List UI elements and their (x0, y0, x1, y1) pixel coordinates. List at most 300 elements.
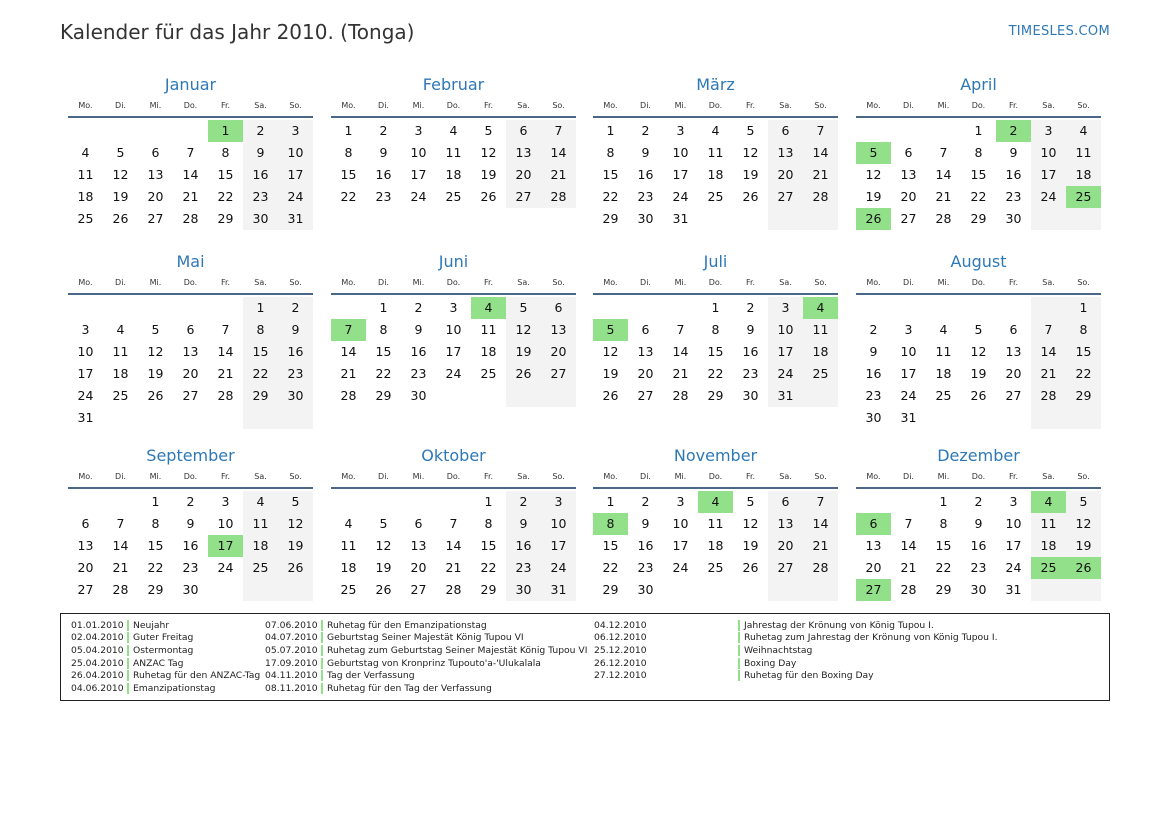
empty-day-cell (698, 208, 733, 230)
holiday-marker (127, 670, 129, 681)
day-cell: 8 (379, 322, 388, 337)
day-cell: 13 (637, 344, 654, 359)
day-cell: 15 (602, 538, 619, 553)
day-cell: 17 (900, 366, 917, 381)
month-name: Dezember (937, 446, 1020, 465)
day-cell: 7 (449, 516, 458, 531)
day-cell: 26 (602, 388, 619, 403)
weekday-label: Di. (903, 101, 914, 110)
empty-day-cell (243, 407, 278, 429)
day-cell: 11 (707, 145, 724, 160)
day-cell: 20 (900, 189, 917, 204)
day-cell: 11 (112, 344, 129, 359)
day-grid (331, 297, 576, 407)
day-cell: 4 (449, 123, 458, 138)
month-name: August (950, 252, 1007, 271)
day-cell: 8 (1066, 319, 1101, 341)
day-cell: 14 (803, 513, 838, 535)
holiday-marker (738, 632, 740, 643)
month-8 (856, 251, 1101, 429)
day-cell: 12 (970, 344, 987, 359)
day-cell: 15 (243, 341, 278, 363)
day-cell: 28 (112, 582, 129, 597)
empty-day-cell (733, 579, 768, 601)
day-cell: 5 (151, 322, 160, 337)
day-cell: 1 (379, 300, 388, 315)
empty-day-cell (401, 491, 436, 513)
day-cell: 12 (278, 513, 313, 535)
day-cell: 2 (506, 491, 541, 513)
day-cell: 24 (1031, 186, 1066, 208)
empty-day-cell (891, 120, 926, 142)
empty-day-cell (278, 407, 313, 429)
holiday-marker (127, 620, 129, 631)
day-cell: 25 (803, 363, 838, 385)
day-cell: 24 (672, 560, 689, 575)
day-cell: 11 (480, 322, 497, 337)
day-cell: 10 (217, 516, 234, 531)
holiday-day-cell: 4 (698, 491, 733, 513)
day-cell: 21 (900, 560, 917, 575)
day-cell: 25 (445, 189, 462, 204)
weekday-label: Di. (903, 278, 914, 287)
day-cell: 3 (676, 123, 685, 138)
weekday-label: Di. (640, 472, 651, 481)
day-cell: 29 (602, 582, 619, 597)
empty-day-cell (138, 407, 173, 429)
day-grid (68, 120, 313, 230)
day-cell: 1 (606, 494, 615, 509)
day-cell: 23 (375, 189, 392, 204)
holiday-marker (321, 632, 323, 643)
holiday-row (265, 619, 587, 632)
day-cell: 8 (484, 516, 493, 531)
weekday-label: Do. (708, 472, 723, 481)
weekday-label: Mi. (674, 101, 687, 110)
day-cell: 3 (81, 322, 90, 337)
day-cell: 3 (449, 300, 458, 315)
empty-day-cell (996, 407, 1031, 429)
holiday-marker (127, 683, 129, 694)
day-cell: 4 (116, 322, 125, 337)
holiday-marker (321, 658, 323, 669)
day-cell: 19 (602, 366, 619, 381)
weekday-label: Sa. (779, 278, 792, 287)
day-cell: 29 (243, 385, 278, 407)
day-cell: 5 (278, 491, 313, 513)
day-cell: 16 (742, 344, 759, 359)
day-cell: 8 (151, 516, 160, 531)
day-cell: 28 (182, 211, 199, 226)
day-cell: 12 (1066, 513, 1101, 535)
weekday-label: So. (552, 278, 565, 287)
empty-day-cell (68, 120, 103, 142)
day-cell: 23 (742, 366, 759, 381)
day-cell: 3 (278, 120, 313, 142)
weekday-label: Do. (183, 101, 198, 110)
day-cell: 15 (147, 538, 164, 553)
day-cell: 18 (707, 167, 724, 182)
weekday-label: Di. (640, 101, 651, 110)
day-cell: 28 (900, 582, 917, 597)
weekday-label: Mo. (78, 278, 93, 287)
day-cell: 1 (243, 297, 278, 319)
day-cell: 23 (970, 560, 987, 575)
day-cell: 27 (410, 582, 427, 597)
weekday-label: Fr. (1008, 472, 1019, 481)
day-cell: 17 (410, 167, 427, 182)
empty-day-cell (926, 407, 961, 429)
weekday-label: So. (814, 472, 827, 481)
day-cell: 16 (970, 538, 987, 553)
weekday-label: Di. (378, 101, 389, 110)
holiday-marker (738, 620, 740, 631)
day-cell: 27 (637, 388, 654, 403)
day-cell: 26 (375, 582, 392, 597)
holiday-date: 05.07.2010 (265, 644, 318, 656)
day-cell: 20 (768, 164, 803, 186)
day-cell: 7 (116, 516, 125, 531)
day-cell: 25 (480, 366, 497, 381)
month-10 (331, 445, 576, 601)
day-cell: 2 (869, 322, 878, 337)
weekday-label: Sa. (1042, 101, 1055, 110)
day-cell: 7 (803, 120, 838, 142)
weekday-label: Do. (446, 278, 461, 287)
day-cell: 14 (672, 344, 689, 359)
day-cell: 5 (484, 123, 493, 138)
day-cell: 11 (243, 513, 278, 535)
holiday-day-cell: 26 (1066, 557, 1101, 579)
weekday-label: Mi. (674, 278, 687, 287)
weekday-label: Mi. (937, 101, 950, 110)
day-cell: 9 (379, 145, 388, 160)
holiday-marker (321, 683, 323, 694)
day-cell: 16 (637, 538, 654, 553)
weekday-label: Fr. (483, 472, 494, 481)
holiday-name: ANZAC Tag (133, 657, 184, 669)
month-2 (331, 74, 576, 208)
holiday-column (265, 619, 587, 695)
day-cell: 10 (768, 319, 803, 341)
day-cell: 9 (1009, 145, 1018, 160)
weekday-label: Fr. (220, 472, 231, 481)
day-cell: 6 (904, 145, 913, 160)
holiday-row (594, 632, 998, 645)
day-cell: 26 (506, 363, 541, 385)
holiday-day-cell: 4 (1031, 491, 1066, 513)
holiday-date: 04.11.2010 (265, 670, 318, 682)
day-cell: 16 (865, 366, 882, 381)
day-cell: 18 (243, 535, 278, 557)
holiday-date: 05.04.2010 (71, 644, 124, 656)
day-cell: 29 (147, 582, 164, 597)
day-cell: 15 (707, 344, 724, 359)
day-cell: 4 (344, 516, 353, 531)
holiday-name: Ruhetag für den Tag der Verfassung (327, 682, 492, 694)
day-cell: 9 (641, 516, 650, 531)
day-grid (331, 120, 576, 208)
holiday-date: 04.12.2010 (594, 619, 647, 631)
day-cell: 9 (746, 322, 755, 337)
holiday-day-cell: 27 (856, 579, 891, 601)
empty-day-cell (1066, 407, 1101, 429)
day-cell: 24 (541, 557, 576, 579)
day-cell: 2 (243, 120, 278, 142)
day-cell: 9 (414, 322, 423, 337)
day-cell: 4 (81, 145, 90, 160)
month-7 (593, 251, 838, 407)
month-6 (331, 251, 576, 407)
day-cell: 17 (1005, 538, 1022, 553)
day-cell: 29 (707, 388, 724, 403)
day-cell: 28 (803, 557, 838, 579)
empty-day-cell (138, 120, 173, 142)
weekday-label: So. (289, 101, 302, 110)
day-cell: 11 (77, 167, 94, 182)
weekday-label: Do. (183, 472, 198, 481)
weekday-label: Mi. (937, 472, 950, 481)
weekday-label: Mi. (674, 472, 687, 481)
empty-day-cell (541, 385, 576, 407)
day-cell: 9 (278, 319, 313, 341)
weekday-label: Mo. (866, 472, 881, 481)
weekday-label: Do. (446, 101, 461, 110)
day-cell: 24 (278, 186, 313, 208)
day-cell: 30 (637, 211, 654, 226)
holiday-row (265, 682, 587, 695)
weekday-label: Mo. (866, 278, 881, 287)
day-cell: 6 (506, 120, 541, 142)
empty-day-cell (103, 491, 138, 513)
day-grid (856, 120, 1101, 230)
holiday-day-cell: 5 (856, 142, 891, 164)
day-cell: 8 (344, 145, 353, 160)
day-cell: 23 (506, 557, 541, 579)
day-cell: 16 (182, 538, 199, 553)
holiday-date: 26.04.2010 (71, 670, 124, 682)
day-cell: 7 (676, 322, 685, 337)
day-cell: 24 (77, 388, 94, 403)
day-cell: 3 (1031, 120, 1066, 142)
day-cell: 21 (217, 366, 234, 381)
day-cell: 6 (768, 491, 803, 513)
month-name: November (673, 446, 758, 465)
empty-day-cell (961, 407, 996, 429)
day-cell: 23 (637, 560, 654, 575)
holiday-row (71, 632, 260, 645)
day-cell: 28 (541, 186, 576, 208)
holiday-day-cell: 6 (856, 513, 891, 535)
day-grid (331, 491, 576, 601)
day-cell: 5 (746, 494, 755, 509)
day-cell: 1 (344, 123, 353, 138)
day-cell: 26 (480, 189, 497, 204)
holiday-row (594, 619, 998, 632)
month-3 (593, 74, 838, 230)
day-cell: 12 (742, 145, 759, 160)
day-cell: 28 (1031, 385, 1066, 407)
day-cell: 20 (182, 366, 199, 381)
day-cell: 17 (77, 366, 94, 381)
empty-day-cell (698, 579, 733, 601)
day-cell: 15 (970, 167, 987, 182)
empty-day-cell (366, 491, 401, 513)
empty-day-cell (891, 491, 926, 513)
weekday-label: So. (814, 101, 827, 110)
day-cell: 26 (742, 560, 759, 575)
weekday-label: Fr. (483, 278, 494, 287)
day-cell: 24 (672, 189, 689, 204)
day-cell: 21 (803, 535, 838, 557)
weekday-label: Di. (640, 278, 651, 287)
day-cell: 22 (935, 560, 952, 575)
day-cell: 11 (935, 344, 952, 359)
weekday-label: Fr. (483, 101, 494, 110)
day-cell: 29 (375, 388, 392, 403)
empty-day-cell (138, 297, 173, 319)
weekday-label: Di. (115, 278, 126, 287)
day-cell: 18 (77, 189, 94, 204)
day-cell: 25 (707, 560, 724, 575)
empty-day-cell (1066, 208, 1101, 230)
holiday-row (594, 669, 998, 682)
holiday-date: 01.01.2010 (71, 619, 124, 631)
weekday-label: Sa. (517, 472, 530, 481)
weekday-label: So. (1077, 472, 1090, 481)
day-cell: 1 (606, 123, 615, 138)
weekday-label: Sa. (1042, 278, 1055, 287)
holiday-name: Jahrestag der Krönung von König Tupou I. (744, 619, 934, 631)
day-cell: 16 (243, 164, 278, 186)
brand-link[interactable]: TIMESLES.COM (1008, 24, 1110, 39)
day-cell: 2 (186, 494, 195, 509)
weekday-label: Di. (115, 101, 126, 110)
month-name: Februar (422, 75, 485, 94)
day-cell: 1 (484, 494, 493, 509)
weekday-label: Fr. (220, 101, 231, 110)
empty-day-cell (436, 491, 471, 513)
page-title: Kalender für das Jahr 2010. (Tonga) (60, 20, 415, 44)
holiday-row (71, 682, 260, 695)
day-cell: 11 (803, 319, 838, 341)
holiday-day-cell: 2 (996, 120, 1031, 142)
day-cell: 17 (541, 535, 576, 557)
day-cell: 21 (182, 189, 199, 204)
day-cell: 10 (900, 344, 917, 359)
weekday-label: Mi. (412, 101, 425, 110)
day-cell: 28 (803, 186, 838, 208)
day-cell: 23 (410, 366, 427, 381)
day-cell: 24 (217, 560, 234, 575)
day-cell: 22 (147, 560, 164, 575)
holiday-row (265, 644, 587, 657)
holiday-name: Ruhetag zum Jahrestag der Krönung von König Tupou I. (744, 632, 998, 644)
day-cell: 9 (869, 344, 878, 359)
holiday-marker (321, 620, 323, 631)
day-cell: 13 (541, 319, 576, 341)
day-cell: 30 (182, 582, 199, 597)
holiday-marker (738, 645, 740, 656)
day-cell: 30 (243, 208, 278, 230)
day-cell: 12 (480, 145, 497, 160)
weekday-label: Mi. (412, 278, 425, 287)
day-cell: 27 (506, 186, 541, 208)
day-cell: 10 (1005, 516, 1022, 531)
day-cell: 1 (151, 494, 160, 509)
day-cell: 31 (77, 410, 94, 425)
empty-day-cell (733, 208, 768, 230)
day-cell: 10 (672, 516, 689, 531)
day-cell: 8 (606, 145, 615, 160)
holiday-name: Ruhetag für den ANZAC-Tag (133, 670, 261, 682)
weekday-header (856, 273, 1101, 295)
day-cell: 19 (375, 560, 392, 575)
day-cell: 14 (935, 167, 952, 182)
day-cell: 15 (340, 167, 357, 182)
day-cell: 31 (1005, 582, 1022, 597)
day-cell: 3 (414, 123, 423, 138)
day-cell: 2 (414, 300, 423, 315)
holiday-date: 04.07.2010 (265, 632, 318, 644)
weekday-label: So. (814, 278, 827, 287)
day-cell: 10 (445, 322, 462, 337)
day-cell: 22 (375, 366, 392, 381)
day-cell: 17 (768, 341, 803, 363)
empty-day-cell (768, 208, 803, 230)
empty-day-cell (1031, 208, 1066, 230)
day-cell: 21 (112, 560, 129, 575)
weekday-label: Di. (378, 472, 389, 481)
empty-day-cell (891, 297, 926, 319)
day-cell: 27 (768, 186, 803, 208)
day-cell: 16 (637, 167, 654, 182)
day-cell: 7 (904, 516, 913, 531)
day-cell: 6 (1009, 322, 1018, 337)
day-cell: 22 (217, 189, 234, 204)
day-cell: 2 (379, 123, 388, 138)
day-cell: 22 (480, 560, 497, 575)
day-cell: 19 (147, 366, 164, 381)
day-cell: 10 (410, 145, 427, 160)
day-cell: 17 (672, 538, 689, 553)
day-cell: 18 (340, 560, 357, 575)
holiday-row (265, 669, 587, 682)
day-cell: 30 (1005, 211, 1022, 226)
weekday-label: Mo. (866, 101, 881, 110)
empty-day-cell (173, 407, 208, 429)
day-cell: 17 (1031, 164, 1066, 186)
weekday-label: Mo. (341, 101, 356, 110)
holiday-row (265, 632, 587, 645)
day-cell: 27 (1005, 388, 1022, 403)
holiday-name: Geburtstag von Kronprinz Tupouto'a-'Ulukalala (327, 657, 541, 669)
holiday-marker (127, 632, 129, 643)
weekday-label: Sa. (1042, 472, 1055, 481)
day-cell: 6 (186, 322, 195, 337)
day-cell: 24 (900, 388, 917, 403)
month-name: Juli (703, 252, 728, 271)
month-name: Juni (438, 252, 469, 271)
day-cell: 9 (641, 145, 650, 160)
day-cell: 6 (81, 516, 90, 531)
weekday-label: Di. (903, 472, 914, 481)
day-cell: 14 (445, 538, 462, 553)
day-cell: 23 (278, 363, 313, 385)
holiday-marker (127, 658, 129, 669)
empty-day-cell (926, 120, 961, 142)
day-cell: 18 (1066, 164, 1101, 186)
